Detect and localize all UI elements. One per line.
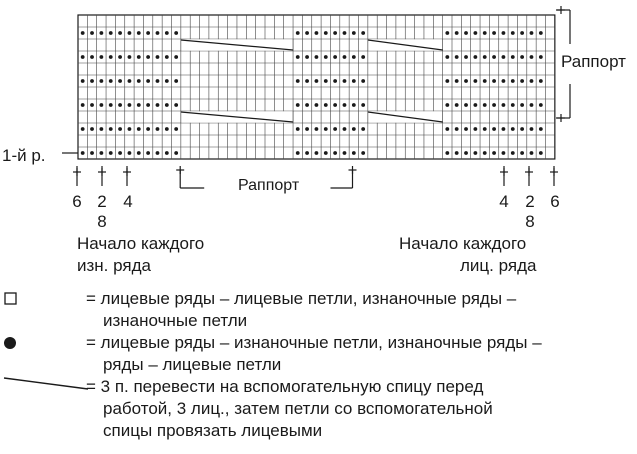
- purl-dot: [539, 79, 543, 83]
- right-caption-line2: лиц. ряда: [460, 256, 537, 275]
- purl-dot: [99, 79, 103, 83]
- purl-dot: [455, 151, 459, 155]
- purl-dot: [90, 127, 94, 131]
- purl-dot: [352, 79, 356, 83]
- purl-dot: [156, 127, 160, 131]
- legend-cable-line1: = 3 п. перевести на вспомогательную спицу перед: [86, 377, 484, 396]
- purl-dot: [455, 127, 459, 131]
- rapport-label-horizontal: Раппорт: [238, 177, 300, 194]
- purl-dot: [146, 151, 150, 155]
- purl-dot: [502, 127, 506, 131]
- purl-dot: [333, 31, 337, 35]
- purl-dot: [520, 127, 524, 131]
- purl-dot: [81, 103, 85, 107]
- purl-dot: [343, 79, 347, 83]
- purl-dot: [530, 55, 534, 59]
- purl-dot: [128, 127, 132, 131]
- purl-dot: [361, 151, 365, 155]
- purl-dot: [315, 55, 319, 59]
- left-number-2: 2: [97, 192, 107, 211]
- purl-dot: [174, 31, 178, 35]
- purl-dot: [165, 79, 169, 83]
- purl-dot: [137, 55, 141, 59]
- purl-dot: [511, 31, 515, 35]
- purl-dot: [483, 127, 487, 131]
- purl-dot: [539, 55, 543, 59]
- left-number-6: 6: [72, 192, 82, 211]
- purl-dot: [539, 31, 543, 35]
- purl-dot: [146, 103, 150, 107]
- purl-dot: [324, 103, 328, 107]
- purl-dot: [333, 151, 337, 155]
- purl-dot: [128, 103, 132, 107]
- purl-dot: [473, 151, 477, 155]
- purl-dot: [174, 127, 178, 131]
- purl-dot: [333, 79, 337, 83]
- purl-dot: [361, 55, 365, 59]
- purl-dot: [539, 127, 543, 131]
- purl-dot: [90, 31, 94, 35]
- purl-dot: [305, 31, 309, 35]
- purl-dot: [146, 55, 150, 59]
- purl-dot: [530, 79, 534, 83]
- purl-dot: [156, 103, 160, 107]
- purl-dot: [137, 127, 141, 131]
- purl-dot: [520, 55, 524, 59]
- purl-dot: [305, 151, 309, 155]
- purl-dot: [324, 55, 328, 59]
- purl-dot: [99, 127, 103, 131]
- purl-dot: [296, 127, 300, 131]
- purl-dot: [165, 31, 169, 35]
- purl-dot: [315, 31, 319, 35]
- purl-dot: [445, 55, 449, 59]
- right-number-6: 6: [550, 192, 560, 211]
- purl-dot: [156, 151, 160, 155]
- purl-dot: [118, 79, 122, 83]
- first-row-label: 1-й р.: [2, 146, 46, 165]
- purl-dot: [473, 79, 477, 83]
- purl-dot: [296, 31, 300, 35]
- purl-dot: [109, 79, 113, 83]
- purl-dot: [502, 103, 506, 107]
- purl-dot: [445, 31, 449, 35]
- purl-dot: [305, 79, 309, 83]
- purl-dot: [455, 55, 459, 59]
- left-number-8: 8: [97, 212, 107, 231]
- legend-empty-square-line2: изнаночные петли: [103, 311, 248, 330]
- rapport-label-vertical: Раппорт: [561, 52, 626, 71]
- legend-filled-dot-line1: = лицевые ряды – изнаночные петли, изнаночные ряды –: [86, 333, 542, 352]
- left-caption-line1: Начало каждого: [77, 234, 205, 253]
- purl-dot: [343, 103, 347, 107]
- purl-dot: [520, 31, 524, 35]
- purl-dot: [455, 103, 459, 107]
- legend-cable-line3: спицы провязать лицевыми: [103, 421, 323, 440]
- purl-dot: [174, 103, 178, 107]
- purl-dot: [483, 55, 487, 59]
- purl-dot: [165, 103, 169, 107]
- purl-dot: [492, 55, 496, 59]
- purl-dot: [305, 55, 309, 59]
- purl-dot: [483, 103, 487, 107]
- purl-dot: [81, 79, 85, 83]
- purl-dot: [492, 127, 496, 131]
- purl-dot: [99, 55, 103, 59]
- purl-dot: [90, 103, 94, 107]
- purl-dot: [333, 127, 337, 131]
- purl-dot: [128, 31, 132, 35]
- purl-dot: [109, 103, 113, 107]
- purl-dot: [81, 151, 85, 155]
- right-number-8: 8: [525, 212, 535, 231]
- purl-dot: [165, 151, 169, 155]
- purl-dot: [520, 79, 524, 83]
- purl-dot: [492, 151, 496, 155]
- purl-dot: [109, 151, 113, 155]
- purl-dot: [156, 79, 160, 83]
- purl-dot: [455, 31, 459, 35]
- purl-dot: [343, 151, 347, 155]
- legend-filled-dot-line2: ряды – лицевые петли: [103, 355, 282, 374]
- purl-dot: [343, 55, 347, 59]
- purl-dot: [333, 103, 337, 107]
- purl-dot: [539, 151, 543, 155]
- purl-dot: [511, 151, 515, 155]
- purl-dot: [464, 151, 468, 155]
- purl-dot: [118, 103, 122, 107]
- purl-dot: [146, 79, 150, 83]
- purl-dot: [483, 31, 487, 35]
- purl-dot: [315, 79, 319, 83]
- right-caption-line1: Начало каждого: [399, 234, 527, 253]
- purl-dot: [90, 151, 94, 155]
- left-caption-line2: изн. ряда: [77, 256, 151, 275]
- purl-dot: [445, 151, 449, 155]
- purl-dot: [511, 127, 515, 131]
- purl-dot: [455, 79, 459, 83]
- purl-dot: [352, 31, 356, 35]
- purl-dot: [492, 103, 496, 107]
- purl-dot: [81, 55, 85, 59]
- purl-dot: [361, 103, 365, 107]
- purl-dot: [502, 79, 506, 83]
- purl-dot: [530, 127, 534, 131]
- purl-dot: [352, 127, 356, 131]
- purl-dot: [473, 127, 477, 131]
- purl-dot: [315, 103, 319, 107]
- purl-dot: [174, 79, 178, 83]
- purl-dot: [483, 79, 487, 83]
- purl-dot: [305, 127, 309, 131]
- purl-dot: [296, 79, 300, 83]
- purl-dot: [502, 31, 506, 35]
- purl-dot: [109, 31, 113, 35]
- purl-dot: [530, 103, 534, 107]
- purl-dot: [324, 79, 328, 83]
- purl-dot: [137, 79, 141, 83]
- purl-dot: [156, 55, 160, 59]
- right-number-2: 2: [525, 192, 535, 211]
- purl-dot: [305, 103, 309, 107]
- purl-dot: [361, 79, 365, 83]
- purl-dot: [464, 55, 468, 59]
- purl-dot: [324, 31, 328, 35]
- purl-dot: [530, 31, 534, 35]
- purl-dot: [343, 127, 347, 131]
- purl-dot: [324, 127, 328, 131]
- legend-empty-square-line1: = лицевые ряды – лицевые петли, изнаночные ряды –: [86, 289, 517, 308]
- purl-dot: [81, 127, 85, 131]
- purl-dot: [315, 151, 319, 155]
- purl-dot: [137, 151, 141, 155]
- purl-dot: [296, 55, 300, 59]
- purl-dot: [361, 31, 365, 35]
- purl-dot: [81, 31, 85, 35]
- purl-dot: [539, 103, 543, 107]
- purl-dot: [118, 151, 122, 155]
- purl-dot: [146, 127, 150, 131]
- purl-dot: [473, 31, 477, 35]
- right-number-4: 4: [499, 192, 509, 211]
- purl-dot: [343, 31, 347, 35]
- purl-dot: [511, 55, 515, 59]
- purl-dot: [118, 127, 122, 131]
- purl-dot: [99, 31, 103, 35]
- purl-dot: [352, 55, 356, 59]
- purl-dot: [530, 151, 534, 155]
- purl-dot: [502, 55, 506, 59]
- purl-dot: [464, 31, 468, 35]
- purl-dot: [511, 103, 515, 107]
- purl-dot: [156, 31, 160, 35]
- purl-dot: [128, 55, 132, 59]
- purl-dot: [90, 55, 94, 59]
- purl-dot: [483, 151, 487, 155]
- purl-dot: [464, 79, 468, 83]
- purl-dot: [352, 103, 356, 107]
- purl-dot: [502, 151, 506, 155]
- purl-dot: [146, 31, 150, 35]
- purl-dot: [520, 151, 524, 155]
- purl-dot: [90, 79, 94, 83]
- purl-dot: [296, 151, 300, 155]
- purl-dot: [165, 55, 169, 59]
- purl-dot: [520, 103, 524, 107]
- purl-dot: [324, 151, 328, 155]
- empty-square-icon: [4, 292, 18, 306]
- purl-dot: [118, 55, 122, 59]
- purl-dot: [473, 103, 477, 107]
- purl-dot: [352, 151, 356, 155]
- purl-dot: [361, 127, 365, 131]
- purl-dot: [333, 55, 337, 59]
- purl-dot: [99, 103, 103, 107]
- purl-dot: [445, 103, 449, 107]
- purl-dot: [492, 79, 496, 83]
- purl-dot: [174, 55, 178, 59]
- purl-dot: [445, 79, 449, 83]
- purl-dot: [315, 127, 319, 131]
- purl-dot: [296, 103, 300, 107]
- purl-dot: [492, 31, 496, 35]
- purl-dot: [174, 151, 178, 155]
- filled-dot-icon: [2, 335, 18, 351]
- legend-cable-line2: работой, 3 лиц., затем петли со вспомогательной: [103, 399, 493, 418]
- purl-dot: [128, 79, 132, 83]
- purl-dot: [109, 127, 113, 131]
- purl-dot: [137, 103, 141, 107]
- purl-dot: [99, 151, 103, 155]
- purl-dot: [464, 127, 468, 131]
- purl-dot: [473, 55, 477, 59]
- purl-dot: [118, 31, 122, 35]
- purl-dot: [464, 103, 468, 107]
- purl-dot: [137, 31, 141, 35]
- purl-dot: [128, 151, 132, 155]
- purl-dot: [165, 127, 169, 131]
- purl-dot: [109, 55, 113, 59]
- cable-line-icon: [0, 374, 95, 394]
- purl-dot: [445, 127, 449, 131]
- left-number-4: 4: [123, 192, 133, 211]
- purl-dot: [511, 79, 515, 83]
